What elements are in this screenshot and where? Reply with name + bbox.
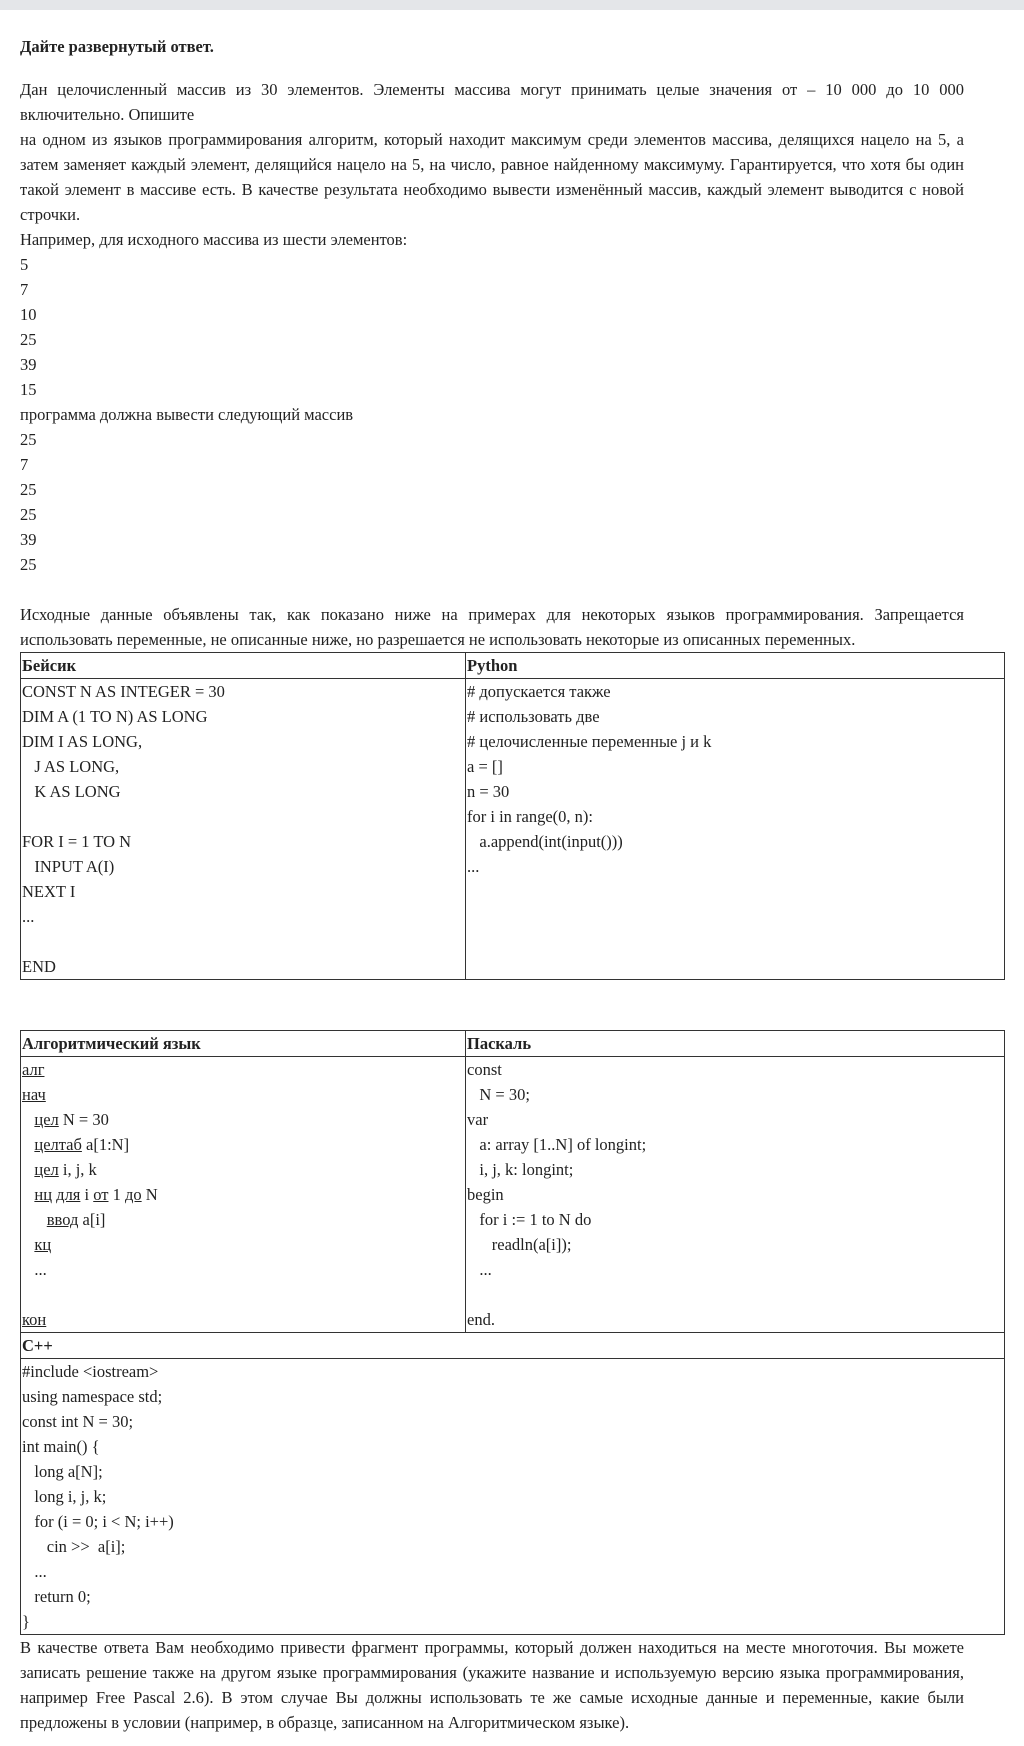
code-line: целтаб a[1:N] [34, 1135, 130, 1154]
code-line: кон [22, 1310, 47, 1329]
example-input-list [20, 252, 964, 402]
code-line: long i, j, k; [22, 1487, 107, 1506]
code-line: CONST N AS INTEGER = 30 [22, 682, 225, 701]
example-input-item: 15 [20, 380, 37, 399]
code-table-basic-python [20, 652, 1005, 980]
code-line [22, 929, 463, 954]
example-output-item: 39 [20, 530, 37, 549]
code-line: using namespace std; [22, 1387, 163, 1406]
code-line: нач [22, 1085, 46, 1104]
code-line [22, 804, 463, 829]
code-line: INPUT A(I) [22, 857, 115, 876]
code-line: i, j, k: longint; [467, 1160, 574, 1179]
answer-paragraph: В качестве ответа Вам необходимо привести фрагмент программы, который должен находиться на месте многоточия. Вы можете записать решение также на другом языке программирования (укажите название и используемую версию языка программирования, например Free Pascal 2.6). В этом случае Вы должны использовать те же самые исходные данные и переменные, какие были предложены в условии (например, в образце, записанном на Алгоритмическом языке). [20, 1638, 964, 1732]
code-line: цел i, j, k [34, 1160, 97, 1179]
cpp-code [21, 1359, 1005, 1635]
code-line: FOR I = 1 TO N [22, 832, 132, 851]
example-output-item: 25 [20, 430, 37, 449]
alg-header: Алгоритмический язык [21, 1031, 466, 1057]
code-line: N = 30; [467, 1085, 530, 1104]
code-line: const [467, 1060, 502, 1079]
code-line: DIM A (1 TO N) AS LONG [22, 707, 208, 726]
example-input-item: 5 [20, 255, 29, 274]
code-line: return 0; [22, 1587, 91, 1606]
code-line: var [467, 1110, 489, 1129]
python-header: Python [466, 653, 1005, 679]
code-line: for (i = 0; i < N; i++) [22, 1512, 174, 1531]
code-line: нц для i от 1 до N [34, 1185, 158, 1204]
code-line: ... [34, 1260, 47, 1279]
code-line: readln(a[i]); [467, 1235, 572, 1254]
code-line: a = [] [467, 757, 503, 776]
code-table-alg-pascal-cpp [20, 1030, 1005, 1635]
top-bar [0, 0, 1024, 10]
code-line: for i := 1 to N do [467, 1210, 592, 1229]
code-line: J AS LONG, [22, 757, 120, 776]
pascal-code [466, 1057, 1005, 1333]
code-line: for i in range(0, n): [467, 807, 593, 826]
code-line: #include <iostream> [22, 1362, 159, 1381]
code-line: DIM I AS LONG, [22, 732, 143, 751]
example-intro: Например, для исходного массива из шести элементов: [20, 230, 408, 249]
example-input-item: 7 [20, 280, 29, 299]
code-line: n = 30 [467, 782, 510, 801]
example-output-item: 25 [20, 555, 37, 574]
code-line: NEXT I [22, 882, 76, 901]
code-line: ... [22, 1562, 47, 1581]
code-line [22, 1282, 463, 1307]
basic-header: Бейсик [21, 653, 466, 679]
declarations-paragraph: Исходные данные объявлены так, как показано ниже на примерах для некоторых языков программирования. Запрещается использовать переменные, не описанные ниже, но разрешается не использовать некоторые из описанных переменных. [20, 605, 964, 649]
code-line: цел N = 30 [34, 1110, 109, 1129]
code-line: кц [34, 1235, 52, 1254]
example-output-item: 25 [20, 480, 37, 499]
code-line: ввод a[i] [46, 1210, 106, 1229]
example-input-item: 25 [20, 330, 37, 349]
code-line: end. [467, 1310, 495, 1329]
task-content [0, 10, 984, 1735]
task-paragraph: на одном из языков программирования алгоритм, который находит максимум среди элементов массива, делящихся нацело на 5, а затем заменяет каждый элемент, делящийся нацело на 5, на число, равное найденному максимуму. Гарантируется, что хотя бы один такой элемент в массиве есть. В качестве результата необходимо вывести изменённый массив, каждый элемент выводится с новой строчки. [20, 130, 964, 224]
example-output-item: 7 [20, 455, 29, 474]
code-line: алг [22, 1060, 45, 1079]
code-line: ... [467, 1260, 492, 1279]
example-input-item: 10 [20, 305, 37, 324]
task-heading: Дайте развернутый ответ. [20, 37, 214, 56]
example-output-list [20, 427, 964, 577]
intro-paragraph: Дан целочисленный массив из 30 элементов. Элементы массива могут принимать целые значения от – 10 000 до 10 000 включительно. Опишите [20, 80, 964, 124]
code-line: a.append(int(input())) [467, 832, 623, 851]
code-line: const int N = 30; [22, 1412, 134, 1431]
code-line: # использовать две [467, 707, 600, 726]
code-line: K AS LONG [22, 782, 121, 801]
cpp-header: C++ [21, 1333, 1005, 1359]
code-line: cin >> a[i]; [22, 1537, 126, 1556]
code-line: begin [467, 1185, 504, 1204]
code-line: ... [467, 857, 480, 876]
alg-code [21, 1057, 466, 1333]
code-line: } [22, 1612, 30, 1631]
code-line: END [22, 957, 56, 976]
code-line: ... [22, 907, 35, 926]
basic-code [21, 679, 466, 980]
python-code [466, 679, 1005, 980]
code-line: # допускается также [467, 682, 611, 701]
example-input-item: 39 [20, 355, 37, 374]
code-line [467, 1282, 1002, 1307]
example-output-item: 25 [20, 505, 37, 524]
code-line: a: array [1..N] of longint; [467, 1135, 647, 1154]
code-line: int main() { [22, 1437, 100, 1456]
pascal-header: Паскаль [466, 1031, 1005, 1057]
code-line: long a[N]; [22, 1462, 103, 1481]
code-line: # целочисленные переменные j и k [467, 732, 712, 751]
output-intro: программа должна вывести следующий массив [20, 405, 354, 424]
